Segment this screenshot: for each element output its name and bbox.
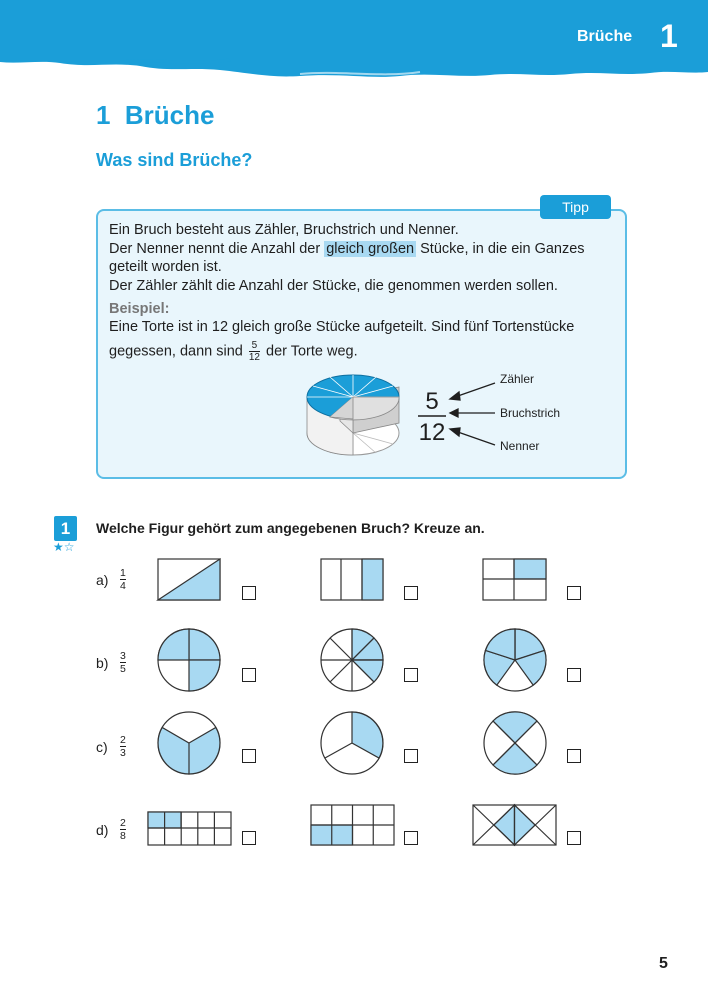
row-d-numerator: 2 [120,817,126,829]
figure-d2-grid-eight [311,805,394,845]
tip-line-4: Der Zähler zählt die Anzahl der Stücke, die genommen werden sollen. [109,277,558,294]
fraction-figures [0,550,708,860]
diagram-denominator: 12 [418,419,446,446]
figure-d3-triangles-rectangle [473,805,556,845]
checkbox-d1[interactable] [242,831,256,845]
checkbox-a2[interactable] [404,586,418,600]
checkbox-d3[interactable] [567,831,581,845]
page-number: 5 [659,955,668,972]
checkbox-b2[interactable] [404,668,418,682]
row-b-label: b) [96,655,109,671]
figure-b2-circle-eighths [321,629,383,691]
diagram-arrows [450,383,495,445]
row-c-label: c) [96,739,108,755]
row-a-label: a) [96,572,109,588]
checkbox-b3[interactable] [567,668,581,682]
tip-highlight: gleich großen [326,240,415,257]
row-c-numerator: 2 [120,734,126,746]
tip-tag: Tipp [540,195,611,219]
checkbox-a1[interactable] [242,586,256,600]
figure-c2-circle-unequal-thirds [321,712,383,774]
label-fraction-bar: Bruchstrich [500,406,561,420]
checkbox-d2[interactable] [404,831,418,845]
chapter-title: 1 Brüche [96,100,215,130]
tip-text [109,221,609,295]
tip-line-3: geteilt worden ist. [109,259,222,275]
label-numerator: Zähler [500,372,535,386]
row-a-denominator: 4 [120,580,126,592]
row-b-numerator: 3 [120,650,126,662]
difficulty-stars: ★☆ [53,540,75,554]
figure-a3-quarters-rectangle [483,559,546,600]
example-line-2 [109,340,609,363]
row-c-denominator: 3 [120,747,126,759]
row-a-numerator: 1 [120,567,126,579]
example-line-2-end: der Torte weg. [261,343,358,360]
diagram-numerator: 5 [425,388,439,415]
figure-a2-vertical-thirds [321,559,383,600]
row-b-denominator: 5 [120,663,126,675]
checkbox-a3[interactable] [567,586,581,600]
tip-line-1: Ein Bruch besteht aus Zähler, Bruchstrich und Nenner. [109,222,459,238]
figure-d1-grid-ten [148,812,231,845]
checkbox-c3[interactable] [567,749,581,763]
example-fraction [249,340,260,363]
tip-line-2-start: Der Nenner nennt die Anzahl der [109,240,325,257]
checkbox-c1[interactable] [242,749,256,763]
row-d-denominator: 8 [120,830,126,842]
example-fraction-denominator: 12 [248,352,260,363]
example-text [109,318,609,363]
label-denominator: Nenner [500,439,540,453]
checkbox-b1[interactable] [242,668,256,682]
section-title: Was sind Brüche? [96,150,253,170]
example-line-2-start: gegessen, dann sind [109,343,247,360]
example-fraction-numerator: 5 [249,340,260,352]
header-title: Brüche [577,28,633,45]
cake-illustration [307,375,399,455]
tip-line-2-end: Stücke, in die ein Ganzes [416,240,585,257]
checkbox-c2[interactable] [404,749,418,763]
figure-a1-diagonal-rectangle [158,559,220,600]
cake-diagram [300,365,600,475]
header-chapter-number: 1 [660,18,678,54]
figure-b1-circle-quarters [158,629,220,691]
task-number-badge: 1 [54,516,77,541]
task-question: Welche Figur gehört zum angegebenen Bruch? Kreuze an. [96,520,485,536]
tip-line-2 [109,240,609,259]
figure-b3-circle-fifths [484,629,546,691]
example-label: Beispiel: [109,301,170,317]
figure-c3-circle-x-quarters [484,712,546,774]
example-line-1: Eine Torte ist in 12 gleich große Stücke aufgeteilt. Sind fünf Tortenstücke [109,319,575,335]
figure-c1-circle-thirds [158,712,220,774]
row-d-label: d) [96,822,109,838]
